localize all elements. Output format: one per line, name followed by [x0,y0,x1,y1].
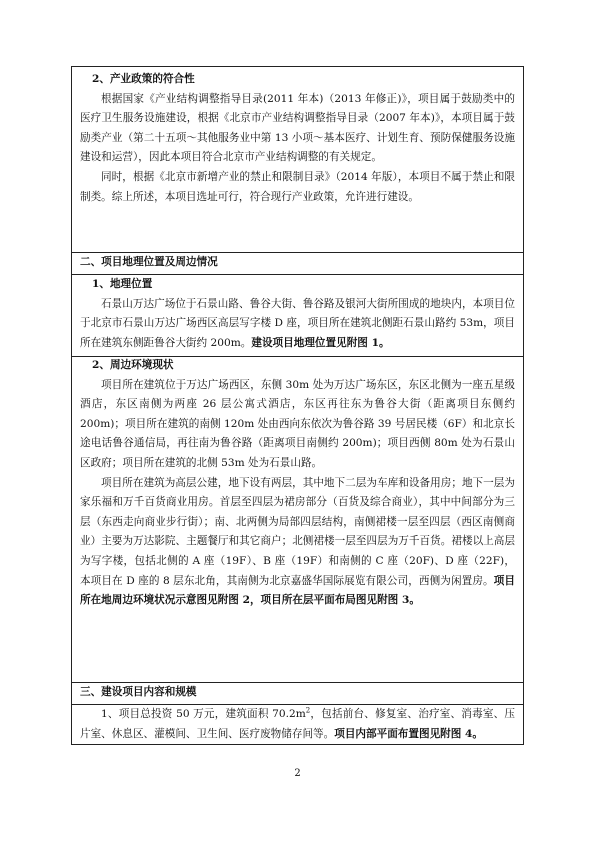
env-row [72,356,523,683]
content-table [71,66,524,745]
env-paragraph-2-figure-ref: 项目所在地周边环境状况示意图见附图 2，项目所在层平面布局图见附图 3。 [80,574,515,607]
env-paragraph-1: 项目所在建筑位于万达广场西区，东侧 30m 处为万达广场东区，东区北侧为一座五星级酒店，东区南侧为两座 26 层公寓式酒店，东区再往东为鲁谷大街（距离项目东侧约 200m)；项目所在建筑的南侧 120m 处由西向东依次为鲁谷路 39 号居民楼（6F）和北京长途电话鲁谷通信局，再往南为鲁谷路（距离项目南侧约 200m)；项目西侧 80m 处为石景山区政府；项目所在建筑的北侧 53m 处为石景山路。 [80,378,515,469]
content-row [72,704,523,746]
geo-paragraph-figure-ref: 建设项目地理位置见附图 1。 [251,336,390,349]
content-section-row [72,682,523,705]
geo-block [80,275,515,353]
content-paragraph [80,705,515,744]
policy-row [72,67,523,253]
content-paragraph-superscript: 2 [305,706,311,715]
page-number: 2 [294,768,301,779]
content-paragraph-figure-ref: 项目内部平面布置图见附图 4。 [334,727,484,740]
env-paragraph-2 [80,474,515,611]
content-block [80,705,515,744]
content-section-heading: 三、建设项目内容和规模 [80,686,197,698]
env-heading: 2、周边环境现状 [92,359,174,371]
content-paragraph-text-b: ，包括前台、修复室、治疗室、消毒室、压片室、休息区、灌模间、卫生间、医疗废物储存间等。 [80,708,515,740]
policy-paragraph-2: 同时，根据《北京市新增产业的禁止和限制目录》（2014 年版），本项目不属于禁止和限制类。综上所述，本项目选址可行，符合现行产业政策，允许进行建设。 [80,170,515,203]
location-section-row [72,252,523,275]
geo-paragraph-text: 石景山万达广场位于石景山路、鲁谷大街、鲁谷路及银河大街所围成的地块内，本项目位于北京市石景山万达广场西区高层写字楼 D 座，项目所在建筑北侧距石景山路约 53m，项目所在建筑东侧距鲁谷大街约 200m。 [80,297,515,349]
env-block [80,356,515,611]
policy-block [80,70,515,207]
geo-row [72,274,523,357]
geo-paragraph [80,295,515,354]
policy-paragraph-1: 根据国家《产业结构调整指导目录(2011 年本)（2013 年修正)》，项目属于鼓励类中的医疗卫生服务设施建设，根据《北京市产业结构调整指导目录（2007 年本)》，本项目属于鼓励类产业（第二十五项～其他服务业中第 13 小项～基本医疗、计划生育、预防保健服务设施建设和运营），因此本项目符合北京市产业结构调整的有关规定。 [80,92,515,164]
env-paragraph-2-text: 项目所在建筑为高层公建，地下设有两层，其中地下二层为车库和设备用房；地下一层为家乐福和万千百货商业用房。首层至四层为裙房部分（百货及综合商业），其中中间部分为三层（东西走向商业步行街）；南、北两侧为局部四层结构，南侧裙楼一层至四层（西区南侧商业）主要为万达影院、主题餐厅和其它商户；北侧裙楼一层至四层为万千百货。裙楼以上高层为写字楼，包括北侧的 A 座（19F）、B 座（19F）和南侧的 C 座（20F)、D 座（22F)，本项目在 D 座的 8 层东北角，其南侧为北京嘉盛华国际展览有限公司，西侧为闲置房。 [80,476,515,587]
geo-heading: 1、地理位置 [92,278,153,290]
content-paragraph-text-a: 1、项目总投资 50 万元，建筑面积 70.2m [101,708,306,720]
location-section-heading: 二、项目地理位置及周边情况 [80,256,218,268]
policy-heading: 2、产业政策的符合性 [92,73,195,85]
